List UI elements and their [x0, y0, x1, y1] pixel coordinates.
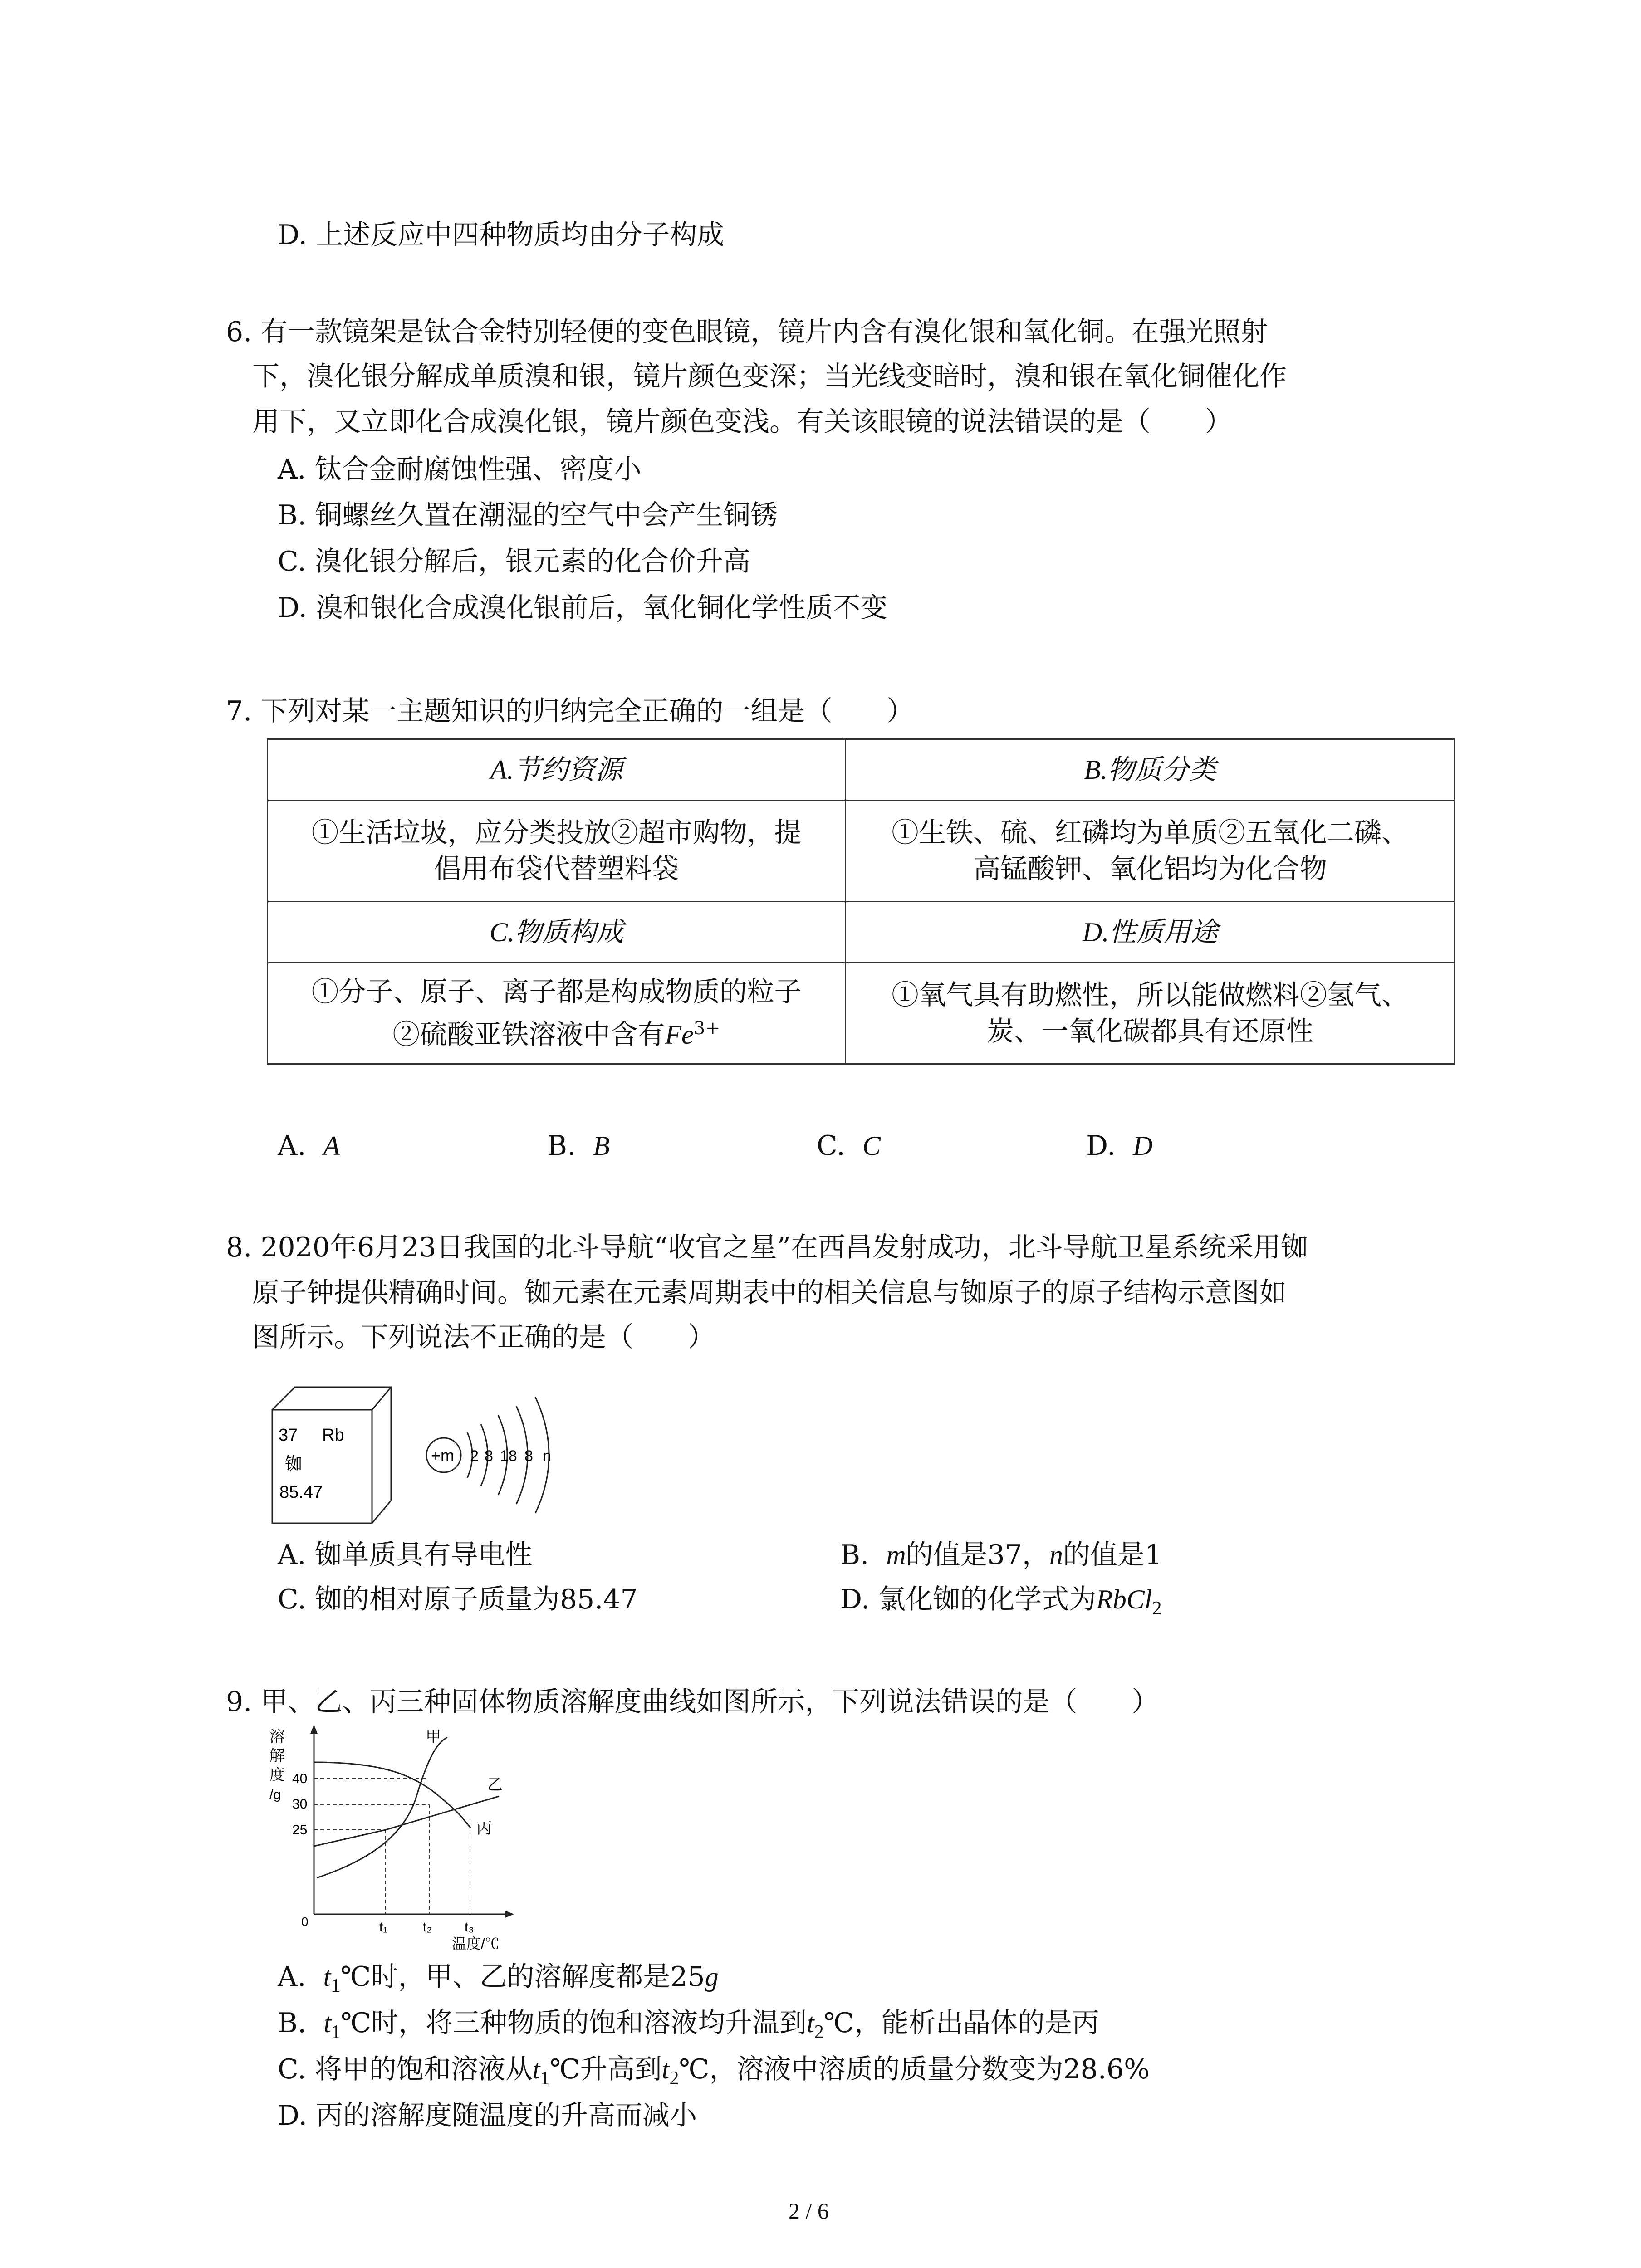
- q7-table: [267, 738, 1455, 1065]
- q8-option-a: A. 铷单质具有导电性: [278, 1539, 533, 1571]
- q7-stem: 7. 下列对某一主题知识的归纳完全正确的一组是（ ）: [226, 695, 914, 727]
- series-jia-label: 甲: [426, 1728, 441, 1745]
- x-tick-t2: t₂: [423, 1920, 432, 1935]
- curve-yi: [314, 1796, 499, 1846]
- element-name: 铷: [285, 1455, 303, 1474]
- q9-option-b: B. $t_1℃$时，将三种物质的饱和溶液均升温到$t_2℃$，能析出晶体的是丙: [278, 2007, 1099, 2043]
- x-tick-t1: t₁: [379, 1920, 388, 1935]
- nucleus-charge: +m: [431, 1446, 455, 1465]
- shell-4-count: 8: [524, 1447, 533, 1465]
- guide-lines: [314, 1779, 470, 1914]
- curve-jia: [317, 1737, 447, 1878]
- y-tick-40: 40: [292, 1771, 308, 1786]
- element-symbol: Rb: [322, 1426, 344, 1445]
- q7-head-b: B.物质分类: [846, 739, 1455, 801]
- q7-head-a: A.节约资源: [268, 739, 846, 801]
- q8-figure: [268, 1379, 594, 1529]
- q6-option-a: A. 钛合金耐腐蚀性强、密度小: [278, 454, 642, 485]
- q7-cell-d: ①氧气具有助燃性，所以能做燃料②氢气、 炭、一氧化碳都具有还原性: [846, 963, 1455, 1064]
- shell-1-count: 2: [470, 1447, 479, 1465]
- x-axis-label: 温度/℃: [452, 1936, 500, 1950]
- q7-head-d: D.性质用途: [846, 902, 1455, 963]
- q9-stem: 9. 甲、乙、丙三种固体物质溶解度曲线如图所示，下列说法错误的是（ ）: [226, 1686, 1159, 1718]
- origin-label: 0: [301, 1915, 309, 1929]
- q9-solubility-chart: [267, 1724, 521, 1950]
- page-number: 2 / 6: [789, 2198, 829, 2224]
- q8-stem-line1: 8. 2020年6月23日我国的北斗导航“收官之星”在西昌发射成功，北斗导航卫星系统采用铷: [226, 1232, 1308, 1263]
- q7-cell-c: ①分子、原子、离子都是构成物质的粒子 ②硫酸亚铁溶液中含有$Fe^{3+}$: [268, 963, 846, 1064]
- y-axis-arrow: [310, 1725, 318, 1734]
- q6-stem-line1: 6. 有一款镜架是钛合金特别轻便的变色眼镜，镜片内含有溴化银和氧化铜。在强光照射: [226, 316, 1268, 348]
- x-axis-arrow: [505, 1911, 514, 1918]
- q7-head-c: C.物质构成: [268, 902, 846, 963]
- q6-option-b: B. 铜螺丝久置在潮湿的空气中会产生铜锈: [278, 499, 778, 531]
- q6-option-c: C. 溴化银分解后，银元素的化合价升高: [278, 546, 750, 577]
- y-label-4: /g: [269, 1787, 281, 1802]
- series-bing-label: 丙: [476, 1820, 492, 1837]
- element-number: 37: [279, 1426, 298, 1445]
- q6-stem-line3: 用下，又立即化合成溴化银，镜片颜色变浅。有关该眼镜的说法错误的是（ ）: [252, 406, 1232, 438]
- x-tick-t3: t₃: [465, 1920, 474, 1935]
- y-label-2: 解: [269, 1747, 285, 1765]
- q7-cell-b: ①生铁、硫、红磷均为单质②五氧化二磷、 高锰酸钾、氧化铝均为化合物: [846, 801, 1455, 902]
- q7-option-a: A. A: [278, 1130, 340, 1162]
- q6-option-d: D. 溴和银化合成溴化银前后，氧化铜化学性质不变: [278, 592, 888, 624]
- series-yi-label: 乙: [487, 1776, 503, 1794]
- y-label-3: 度: [269, 1766, 285, 1784]
- q7-option-c: C. C: [817, 1130, 881, 1162]
- shell-5-count: n: [543, 1447, 551, 1465]
- q9-option-c: C. 将甲的饱和溶液从$t_1℃$升高到$t_2℃$，溶液中溶质的质量分数变为28.6%: [278, 2053, 1150, 2089]
- q7-cell-a: ①生活垃圾，应分类投放②超市购物，提 倡用布袋代替塑料袋: [268, 801, 846, 902]
- q7-option-d: D. D: [1086, 1130, 1153, 1162]
- q6-stem-line2: 下，溴化银分解成单质溴和银，镜片颜色变深；当光线变暗时，溴和银在氧化铜催化作: [252, 361, 1287, 392]
- q9-option-a: A. $t_1℃$时，甲、乙的溶解度都是25g: [278, 1961, 719, 1996]
- y-tick-30: 30: [292, 1797, 308, 1812]
- q9-option-d: D. 丙的溶解度随温度的升高而减小: [278, 2100, 697, 2131]
- q8-option-c: C. 铷的相对原子质量为85.47: [278, 1584, 638, 1615]
- q7-option-b: B. B: [547, 1130, 610, 1162]
- q8-stem-line2: 原子钟提供精确时间。铷元素在元素周期表中的相关信息与铷原子的原子结构示意图如: [252, 1277, 1287, 1309]
- curve-bing: [314, 1762, 471, 1828]
- q8-stem-line3: 图所示。下列说法不正确的是（ ）: [252, 1321, 715, 1353]
- q8-option-d: D. 氯化铷的化学式为RbCl$_2$: [840, 1584, 1162, 1619]
- element-mass: 85.47: [279, 1483, 323, 1502]
- q8-option-b: B. m的值是37，n的值是1: [840, 1539, 1162, 1571]
- y-label-1: 溶: [269, 1728, 285, 1745]
- shell-3-count: 18: [500, 1447, 517, 1465]
- y-tick-25: 25: [292, 1823, 308, 1838]
- shell-2-count: 8: [485, 1447, 493, 1465]
- q5-option-d: D. 上述反应中四种物质均由分子构成: [278, 219, 725, 251]
